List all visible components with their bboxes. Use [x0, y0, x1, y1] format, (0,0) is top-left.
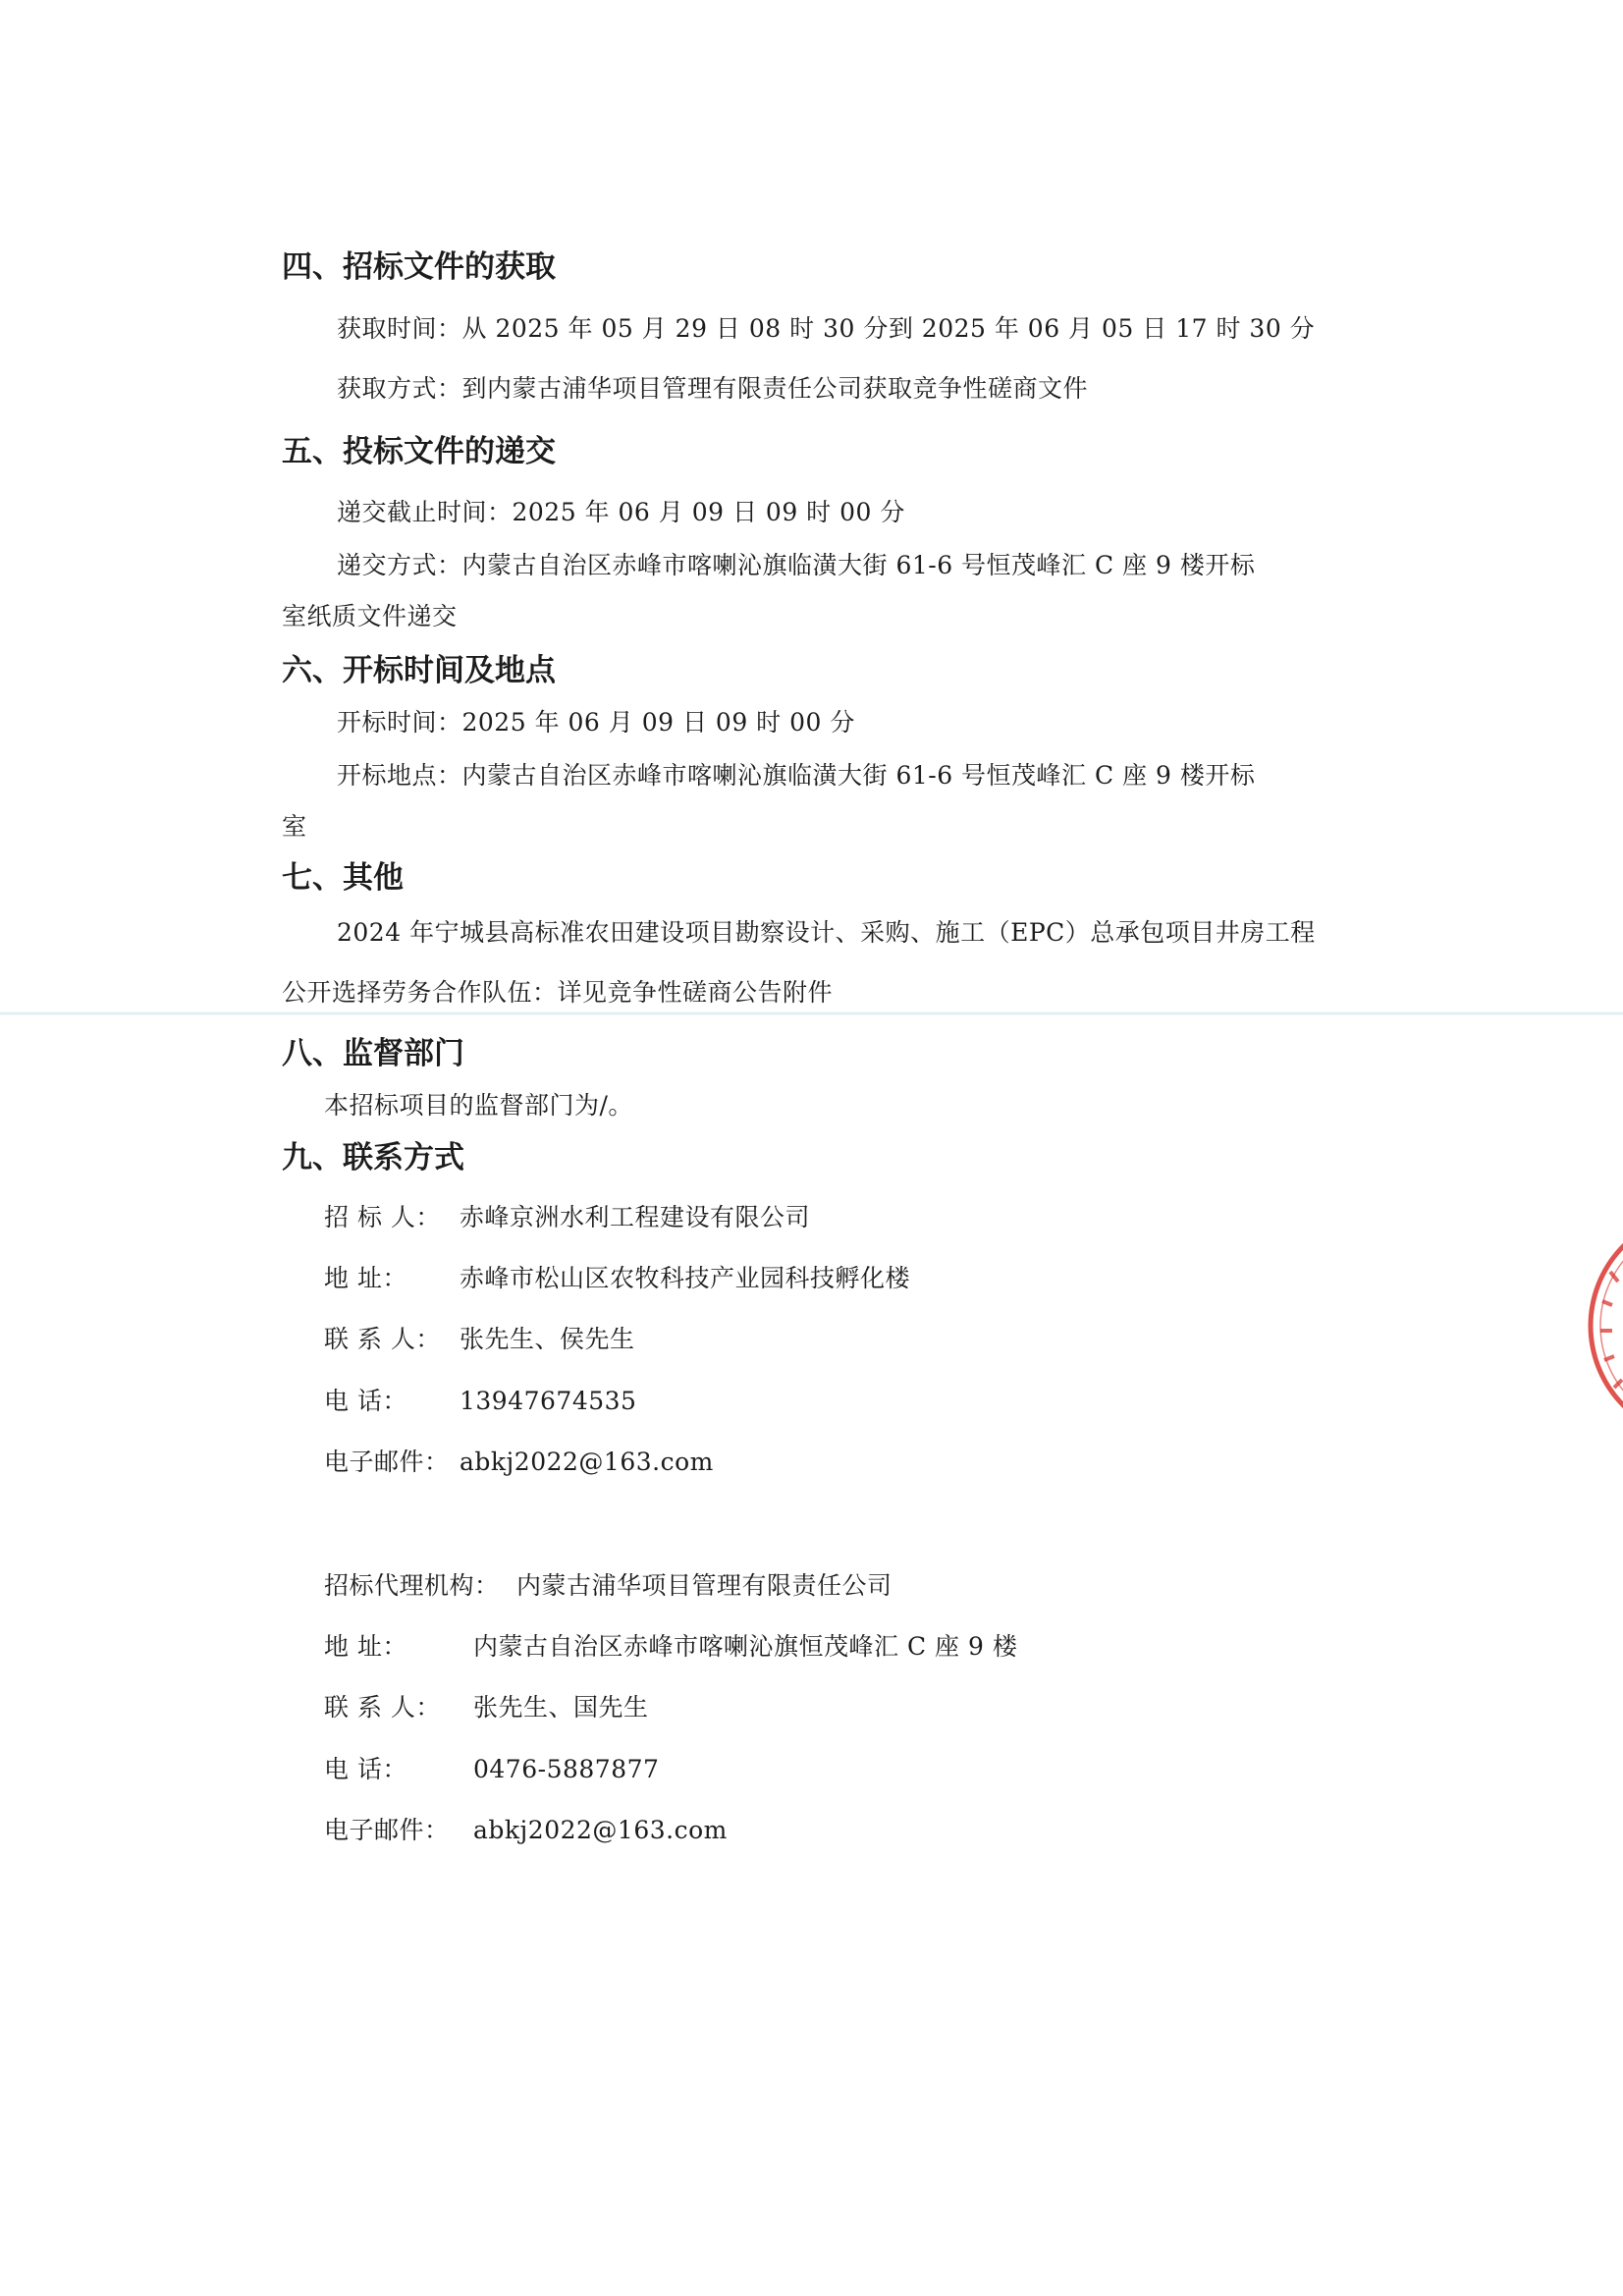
agency-phone-label: 电 话：	[324, 1755, 407, 1783]
heading-section-4: 四、招标文件的获取	[282, 249, 556, 285]
agency-address-row	[324, 1629, 1018, 1665]
supervision-text: 本招标项目的监督部门为/。	[324, 1091, 633, 1120]
agency-contact: 张先生、国先生	[473, 1693, 649, 1722]
scan-artifact-line	[0, 1011, 1623, 1015]
tenderer-email-row	[324, 1445, 714, 1480]
tenderer-phone-label: 电 话：	[324, 1387, 407, 1415]
other-line2: 公开选择劳务合作队伍：详见竞争性磋商公告附件	[282, 978, 834, 1007]
submit-deadline: 递交截止时间：2025 年 06 月 09 日 09 时 00 分	[337, 498, 905, 526]
agency-email-row	[324, 1813, 728, 1848]
heading-section-8: 八、监督部门	[282, 1036, 464, 1071]
heading-section-6: 六、开标时间及地点	[282, 653, 556, 688]
agency-phone: 0476-5887877	[473, 1755, 660, 1783]
agency-address-label: 地 址：	[324, 1632, 407, 1661]
tenderer-email-label: 电子邮件：	[324, 1448, 450, 1476]
submit-method-line2: 室纸质文件递交	[282, 602, 458, 630]
tenderer-name: 赤峰京洲水利工程建设有限公司	[460, 1203, 811, 1231]
tenderer-contact-label: 联 系 人：	[324, 1325, 441, 1353]
other-line1: 2024 年宁城县高标准农田建设项目勘察设计、采购、施工（EPC）总承包项目井房工程	[337, 918, 1316, 947]
agency-address: 内蒙古自治区赤峰市喀喇沁旗恒茂峰汇 C 座 9 楼	[473, 1632, 1018, 1661]
heading-section-7: 七、其他	[282, 860, 404, 896]
tenderer-phone-row	[324, 1384, 637, 1419]
submit-method-line1: 递交方式：内蒙古自治区赤峰市喀喇沁旗临潢大街 61-6 号恒茂峰汇 C 座 9 楼开标	[337, 551, 1256, 579]
tenderer-contact: 张先生、侯先生	[460, 1325, 635, 1353]
agency-email: abkj2022@163.com	[473, 1816, 728, 1844]
acquire-method: 获取方式：到内蒙古浦华项目管理有限责任公司获取竞争性磋商文件	[337, 374, 1089, 403]
tenderer-address-label: 地 址：	[324, 1264, 407, 1292]
tenderer-phone: 13947674535	[460, 1387, 637, 1415]
agency-name-row	[324, 1568, 893, 1604]
tenderer-address: 赤峰市松山区农牧科技产业园科技孵化楼	[460, 1264, 911, 1292]
heading-section-9: 九、联系方式	[282, 1140, 464, 1175]
heading-section-5: 五、投标文件的递交	[282, 434, 556, 469]
agency-contact-row	[324, 1690, 649, 1725]
agency-phone-row	[324, 1752, 660, 1787]
agency-email-label: 电子邮件：	[324, 1816, 450, 1844]
agency-name-label: 招标代理机构：	[324, 1571, 500, 1600]
opening-place-line1: 开标地点：内蒙古自治区赤峰市喀喇沁旗临潢大街 61-6 号恒茂峰汇 C 座 9 楼开标	[337, 761, 1256, 790]
opening-place-line2: 室	[282, 812, 307, 841]
tenderer-contact-row	[324, 1322, 635, 1357]
tenderer-address-row	[324, 1261, 911, 1296]
tenderer-name-row	[324, 1200, 811, 1235]
agency-contact-label: 联 系 人：	[324, 1693, 441, 1722]
opening-time: 开标时间：2025 年 06 月 09 日 09 时 00 分	[337, 708, 855, 737]
agency-name: 内蒙古浦华项目管理有限责任公司	[516, 1571, 893, 1600]
acquire-time: 获取时间：从 2025 年 05 月 29 日 08 时 30 分到 2025 年 06 月 05 日 17 时 30 分	[337, 314, 1316, 343]
company-seal-icon	[1581, 1203, 1623, 1458]
tenderer-name-label: 招 标 人：	[324, 1203, 441, 1231]
tenderer-email: abkj2022@163.com	[460, 1448, 714, 1476]
